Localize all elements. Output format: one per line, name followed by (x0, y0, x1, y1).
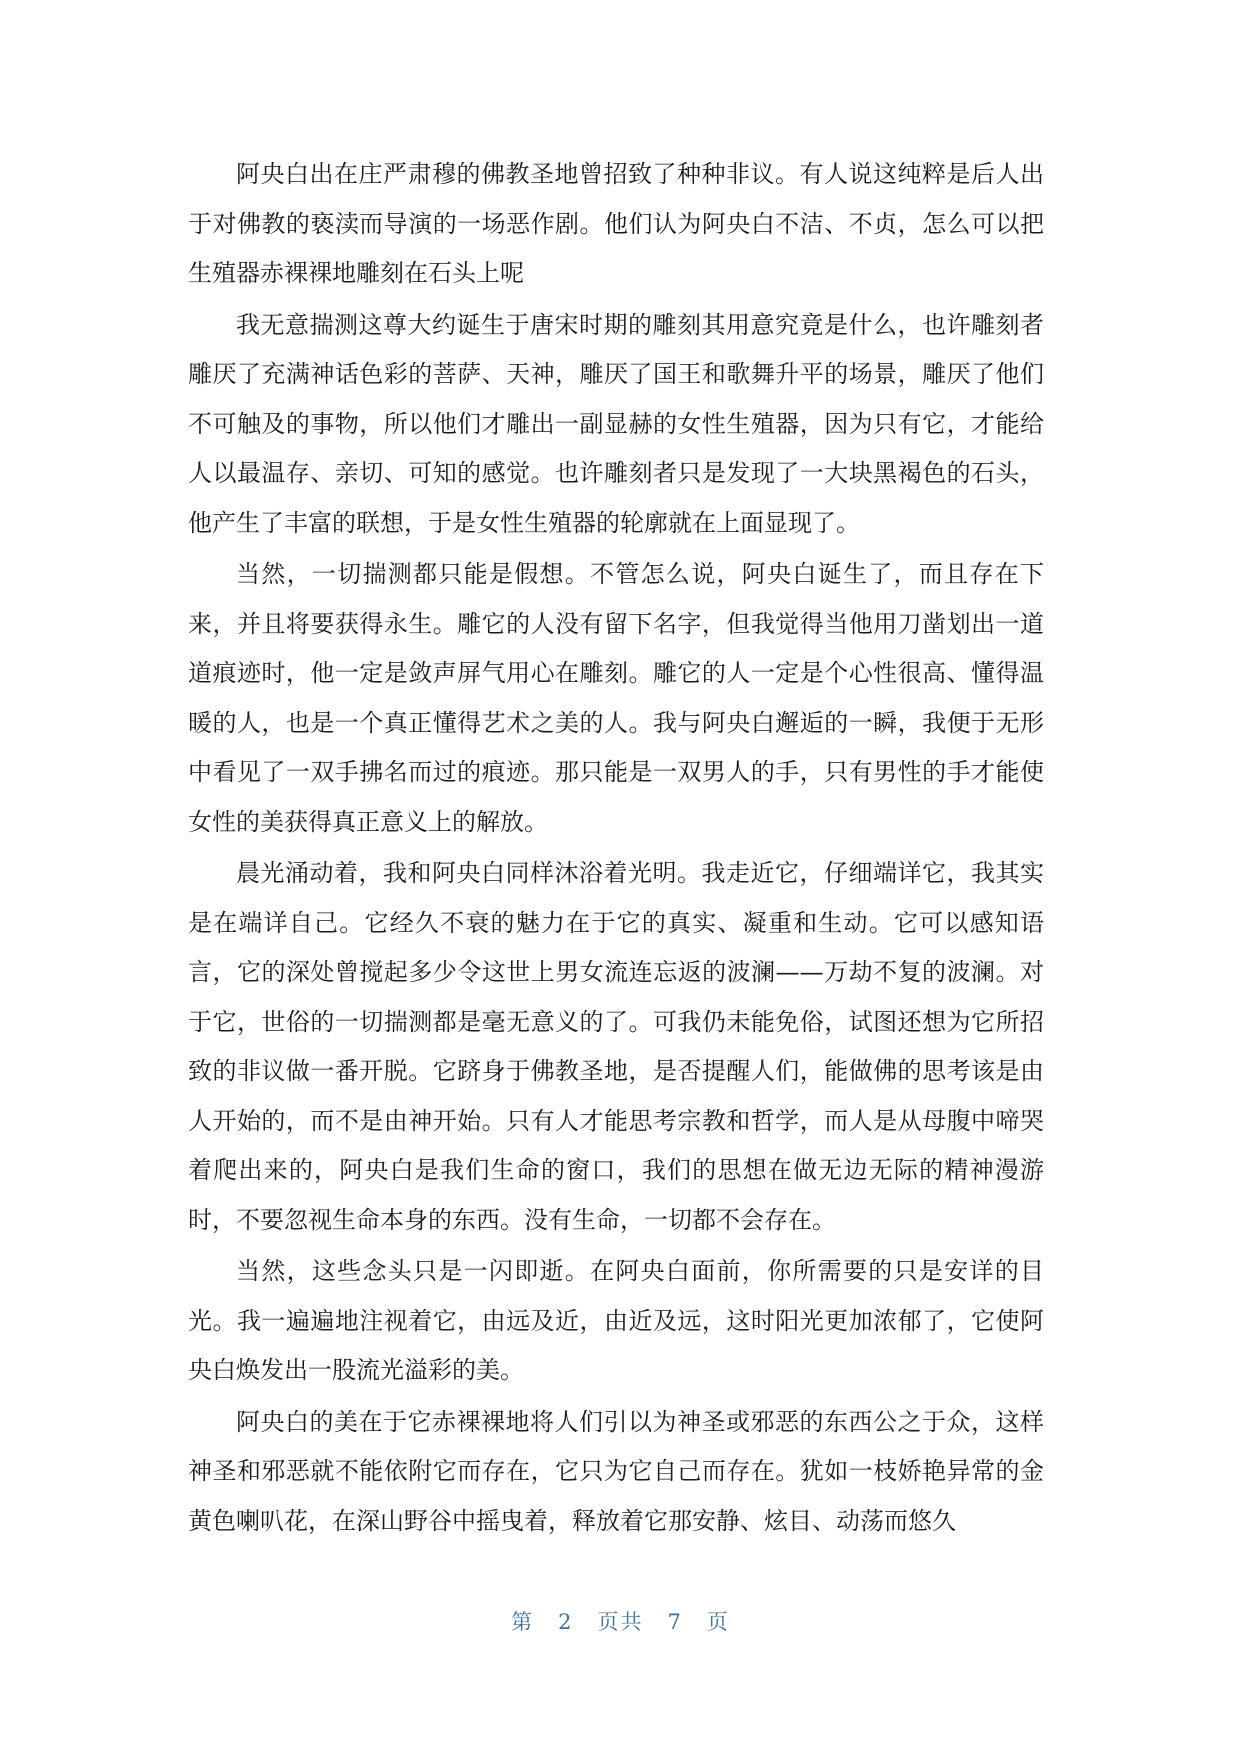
paragraph-3: 当然，一切揣测都只能是假想。不管怎么说，阿央白诞生了，而且存在下来，并且将要获得永生。雕它的人没有留下名字，但我觉得当他用刀凿划出一道道痕迹时，他一定是敛声屏气用心在雕刻。雕它的人一定是个心性很高、懂得温暖的人，也是一个真正懂得艺术之美的人。我与阿央白邂逅的一瞬，我便于无形中看见了一双手拂名而过的痕迹。那只能是一双男人的手，只有男性的手才能使女性的美获得真正意义上的解放。 (188, 560, 1044, 836)
footer-label-di: 第 (511, 1610, 535, 1634)
footer-page-total: 7 (667, 1610, 683, 1634)
page-footer (0, 1606, 1241, 1636)
footer-label-ye-gong: 页共 (597, 1610, 644, 1634)
paragraph-6: 阿央白的美在于它赤裸裸地将人们引以为神圣或邪恶的东西公之于众，这样神圣和邪恶就不能依附它而存在，它只为它自己而存在。犹如一枝娇艳异常的金黄色喇叭花，在深山野谷中摇曳着，释放着它那安静、炫目、动荡而悠久 (188, 1407, 1044, 1535)
document-body (188, 150, 1044, 1546)
paragraph-1: 阿央白出在庄严肃穆的佛教圣地曾招致了种种非议。有人说这纯粹是后人出于对佛教的亵渎而导演的一场恶作剧。他们认为阿央白不洁、不贞，怎么可以把生殖器赤裸裸地雕刻在石头上呢 (188, 160, 1044, 287)
paragraph-5: 当然，这些念头只是一闪即逝。在阿央白面前，你所需要的只是安详的目光。我一遍遍地注视着它，由远及近，由近及远，这时阳光更加浓郁了，它使阿央白焕发出一股流光溢彩的美。 (188, 1257, 1044, 1384)
footer-label-ye: 页 (706, 1610, 730, 1634)
paragraph-2: 我无意揣测这尊大约诞生于唐宋时期的雕刻其用意究竟是什么，也许雕刻者雕厌了充满神话色彩的菩萨、天神，雕厌了国王和歌舞升平的场景，雕厌了他们不可触及的事物，所以他们才雕出一副显赫的女性生殖器，因为只有它，才能给人以最温存、亲切、可知的感觉。也许雕刻者只是发现了一大块黑褐色的石头，他产生了丰富的联想，于是女性生殖器的轮廓就在上面显现了。 (188, 310, 1044, 537)
paragraph-4: 晨光涌动着，我和阿央白同样沐浴着光明。我走近它，仔细端详它，我其实是在端详自己。它经久不衰的魅力在于它的真实、凝重和生动。它可以感知语言，它的深处曾搅起多少令这世上男女流连忘返的波澜——万劫不复的波澜。对于它，世俗的一切揣测都是毫无意义的了。可我仍未能免俗，试图还想为它所招致的非议做一番开脱。它跻身于佛教圣地，是否提醒人们，能做佛的思考该是由人开始的，而不是由神开始。只有人才能思考宗教和哲学，而人是从母腹中啼哭着爬出来的，阿央白是我们生命的窗口，我们的思想在做无边无际的精神漫游时，不要忽视生命本身的东西。没有生命，一切都不会存在。 (188, 859, 1044, 1234)
footer-page-current: 2 (558, 1610, 574, 1634)
